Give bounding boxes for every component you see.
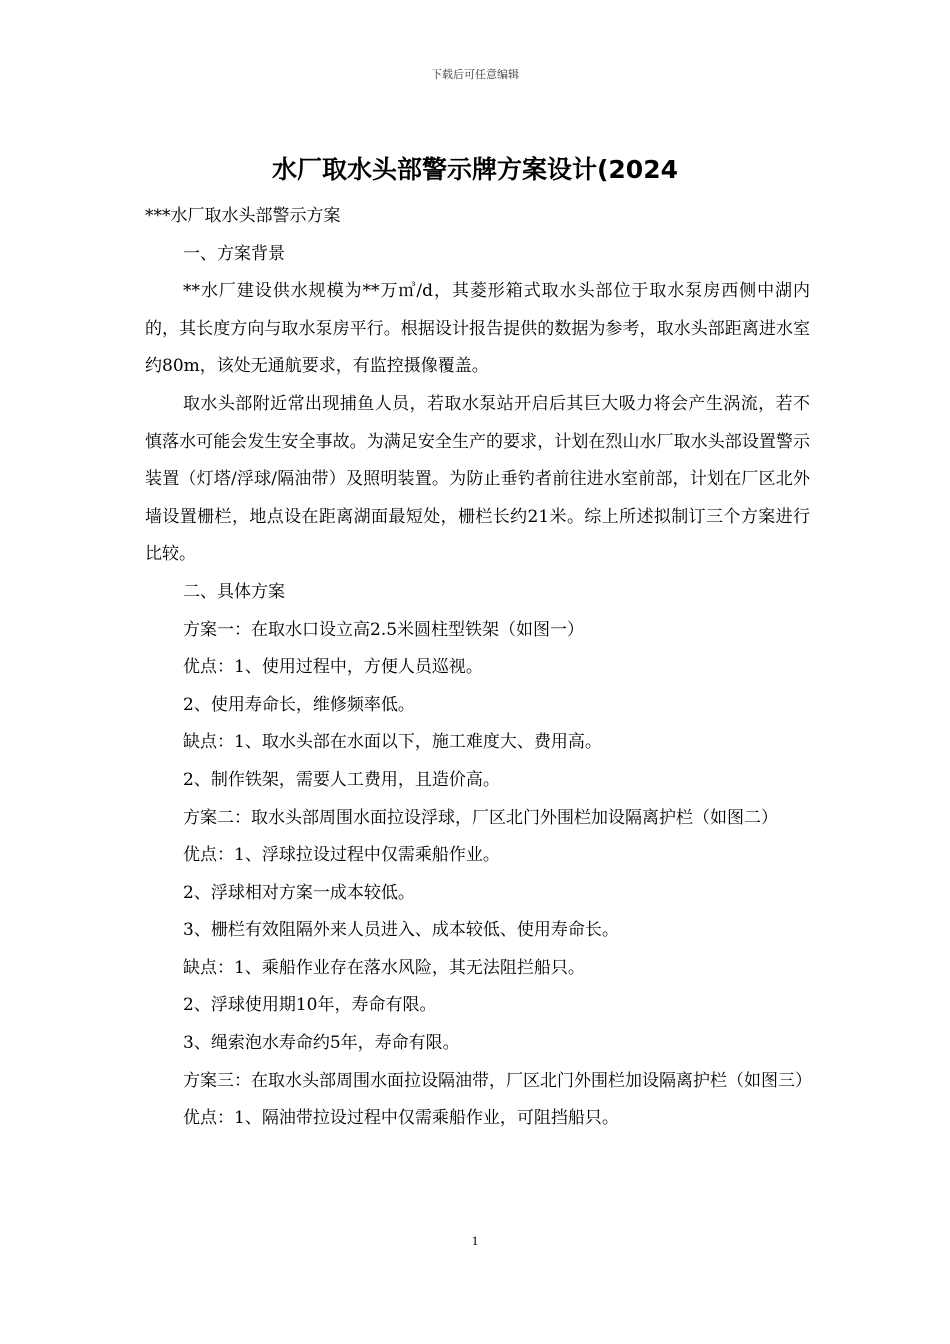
plan-two-pro-3: 3、栅栏有效阻隔外来人员进入、成本较低、使用寿命长。 bbox=[183, 920, 619, 941]
plan-three-paragraph: 方案三：在取水头部周围水面拉设隔油带，厂区北门外围栏加设隔离护栏（如图三） bbox=[183, 1070, 812, 1091]
paragraph-background-1: **水厂建设供水规模为**万㎥/d，其菱形箱式取水头部位于取水泵房西侧中湖内的，其长度方向与取水泵房平行。根据设计报告提供的数据为参考，取水头部距离进水室约80m，该处无通航要求，有监控摄像覆盖。 bbox=[145, 281, 810, 377]
section-heading-background: 一、方案背景 bbox=[183, 243, 285, 264]
plan-two-pro-2: 2、浮球相对方案一成本较低。 bbox=[183, 882, 415, 903]
plan-two-con-3: 3、绳索泡水寿命约5年，寿命有限。 bbox=[183, 1033, 460, 1054]
section-heading-plans: 二、具体方案 bbox=[183, 581, 285, 602]
subtitle-paragraph: ***水厂取水头部警示方案 bbox=[145, 206, 341, 226]
plan-two-con-1: 缺点：1、乘船作业存在落水风险，其无法阻拦船只。 bbox=[183, 957, 585, 978]
plan-one-con-1: 缺点：1、取水头部在水面以下，施工难度大、费用高。 bbox=[183, 732, 602, 753]
plan-two-paragraph: 方案二：取水头部周围水面拉设浮球，厂区北门外围栏加设隔离护栏（如图二） bbox=[183, 807, 778, 828]
document-title: 水厂取水头部警示牌方案设计(2024 bbox=[271, 155, 678, 184]
plan-two-con-2: 2、浮球使用期10年，寿命有限。 bbox=[183, 995, 437, 1016]
plan-one-pro-2: 2、使用寿命长，维修频率低。 bbox=[183, 694, 415, 715]
plan-two-pro-1: 优点：1、浮球拉设过程中仅需乘船作业。 bbox=[183, 845, 500, 866]
header-note: 下载后可任意编辑 bbox=[431, 68, 519, 81]
document-body bbox=[145, 198, 810, 1138]
plan-one-paragraph: 方案一：在取水口设立高2.5米圆柱型铁架（如图一） bbox=[183, 619, 585, 640]
plan-one-pro-1: 优点：1、使用过程中，方便人员巡视。 bbox=[183, 657, 483, 678]
plan-one-con-2: 2、制作铁架，需要人工费用，且造价高。 bbox=[183, 769, 500, 790]
page-number: 1 bbox=[471, 1233, 479, 1248]
paragraph-background-2: 取水头部附近常出现捕鱼人员，若取水泵站开启后其巨大吸力将会产生涡流，若不慎落水可能会发生安全事故。为满足安全生产的要求，计划在烈山水厂取水头部设置警示装置（灯塔/浮球/隔油带）及照明装置。为防止垂钓者前往进水室前部，计划在厂区北外墙设置栅栏，地点设在距离湖面最短处，栅栏长约21米。综上所述拟制订三个方案进行比较。 bbox=[145, 393, 810, 565]
plan-three-pro-1: 优点：1、隔油带拉设过程中仅需乘船作业，可阻挡船只。 bbox=[183, 1108, 619, 1129]
